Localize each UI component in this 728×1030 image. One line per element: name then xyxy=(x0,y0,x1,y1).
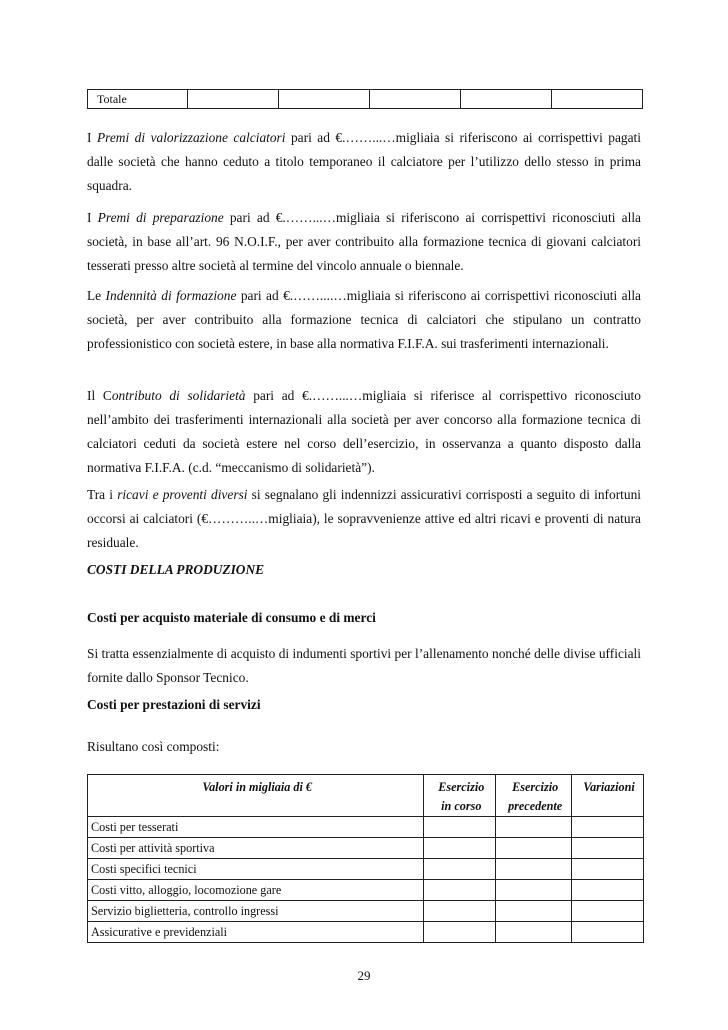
row-label: Costi per tesserati xyxy=(88,817,424,838)
paragraph-premi-valorizzazione xyxy=(87,126,641,198)
table-cell xyxy=(424,817,496,838)
table-cell xyxy=(496,880,572,901)
table-row xyxy=(88,817,644,838)
header-variation: Variazioni xyxy=(572,775,644,817)
table-cell xyxy=(572,922,644,943)
table-cell xyxy=(572,880,644,901)
header-text: in corso xyxy=(441,799,482,813)
table-cell xyxy=(369,90,460,109)
header-label: Valori in migliaia di € xyxy=(88,775,424,817)
page-number: 29 xyxy=(357,968,371,983)
paragraph-materiale: Si tratta essenzialmente di acquisto di indumenti sportivi per l’allenamento nonché delle divise ufficiali fornite dallo Sponsor Tecnico. xyxy=(87,646,641,685)
table-row xyxy=(88,880,644,901)
table-cell xyxy=(424,901,496,922)
header-text: Esercizio xyxy=(438,780,485,794)
paragraph-premi-preparazione xyxy=(87,206,641,278)
totale-label: Totale xyxy=(88,90,188,109)
table-cell xyxy=(424,838,496,859)
paragraph-ricavi-diversi xyxy=(87,483,641,555)
table-cell xyxy=(551,90,642,109)
header-current-year xyxy=(424,775,496,817)
text-prefix: I xyxy=(87,210,98,225)
row-label: Costi per attività sportiva xyxy=(88,838,424,859)
text-prefix: I xyxy=(87,130,97,145)
header-text: precedente xyxy=(508,799,563,813)
paragraph-indennita-formazione xyxy=(87,284,641,356)
table-cell xyxy=(424,880,496,901)
header-previous-year xyxy=(496,775,572,817)
totals-table xyxy=(87,89,643,109)
table-row xyxy=(88,838,644,859)
table-cell xyxy=(572,838,644,859)
table-cell xyxy=(496,859,572,880)
paragraph-text: pari ad €.……....…migliaia si riferiscono ai corrispettivi riconosciuti alla società, per aver contribuito alla formazione tecnica di calciatori che stipulano un contratto professionistico con società estere, in base alla normativa F.I.F.A. sui trasferimenti internazionali. xyxy=(87,288,641,351)
subsection-heading-servizi: Costi per prestazioni di servizi xyxy=(87,697,261,712)
subsection-heading-materiale: Costi per acquisto materiale di consumo e di merci xyxy=(87,610,376,625)
text-prefix: Le xyxy=(87,288,106,303)
header-text: Esercizio xyxy=(512,780,559,794)
row-label: Costi vitto, alloggio, locomozione gare xyxy=(88,880,424,901)
row-label: Costi specifici tecnici xyxy=(88,859,424,880)
text-prefix: Il C xyxy=(87,388,112,403)
table-cell xyxy=(496,817,572,838)
section-heading: COSTI DELLA PRODUZIONE xyxy=(87,562,265,577)
table-row xyxy=(88,859,644,880)
paragraph-composizione: Risultano così composti: xyxy=(87,739,220,754)
paragraph-contributo-solidarieta xyxy=(87,384,641,480)
table-cell xyxy=(424,859,496,880)
table-cell xyxy=(496,922,572,943)
table-cell xyxy=(572,817,644,838)
term-italic: ontributo di solidarietà xyxy=(111,388,246,403)
table-header-row xyxy=(88,775,644,817)
table-row xyxy=(88,90,643,109)
term-italic: ricavi e proventi diversi xyxy=(117,487,248,502)
table-cell xyxy=(424,922,496,943)
row-label: Assicurative e previdenziali xyxy=(88,922,424,943)
term-italic: Premi di preparazione xyxy=(97,210,224,225)
table-cell xyxy=(187,90,278,109)
paragraph-text: pari ad €.……...…migliaia si riferiscono ai corrispettivi pagati dalle società che hanno ceduto a titolo temporaneo il calciatore per l’utilizzo dello stesso in prima squadra. xyxy=(87,130,641,193)
table-cell xyxy=(496,838,572,859)
table-row xyxy=(88,922,644,943)
table-cell xyxy=(572,901,644,922)
term-italic: Premi di valorizzazione calciatori xyxy=(96,130,286,145)
table-cell xyxy=(278,90,369,109)
text-prefix: Tra i xyxy=(87,487,118,502)
table-cell xyxy=(572,859,644,880)
table-cell xyxy=(496,901,572,922)
row-label: Servizio biglietteria, controllo ingressi xyxy=(88,901,424,922)
paragraph-text: pari ad €.……...…migliaia si riferisce al corrispettivo riconosciuto nell’ambito dei trasferimenti internazionali alla società per aver concorso alla formazione tecnica di calciatori ceduti da società estere nel corso dell’esercizio, in osservanza a quanto disposto dalla normativa F.I.F.A. (c.d. “meccanismo di solidarietà”). xyxy=(87,388,641,475)
paragraph-text: si segnalano gli indennizzi assicurativi corrisposti a seguito di infortuni occorsi ai calciatori (€………..…migliaia), le sopravvenienze attive ed altri ricavi e proventi di natura residuale. xyxy=(87,487,642,550)
term-italic: Indennità di formazione xyxy=(105,288,237,303)
costs-table xyxy=(87,774,644,943)
table-row xyxy=(88,901,644,922)
table-cell xyxy=(460,90,551,109)
paragraph-text: pari ad €.……...…migliaia si riferiscono ai corrispettivi riconosciuti alla società, in base all’art. 96 N.O.I.F., per aver contribuito alla formazione tecnica di giovani calciatori tesserati presso altre società al termine del vincolo annuale o biennale. xyxy=(87,210,641,273)
